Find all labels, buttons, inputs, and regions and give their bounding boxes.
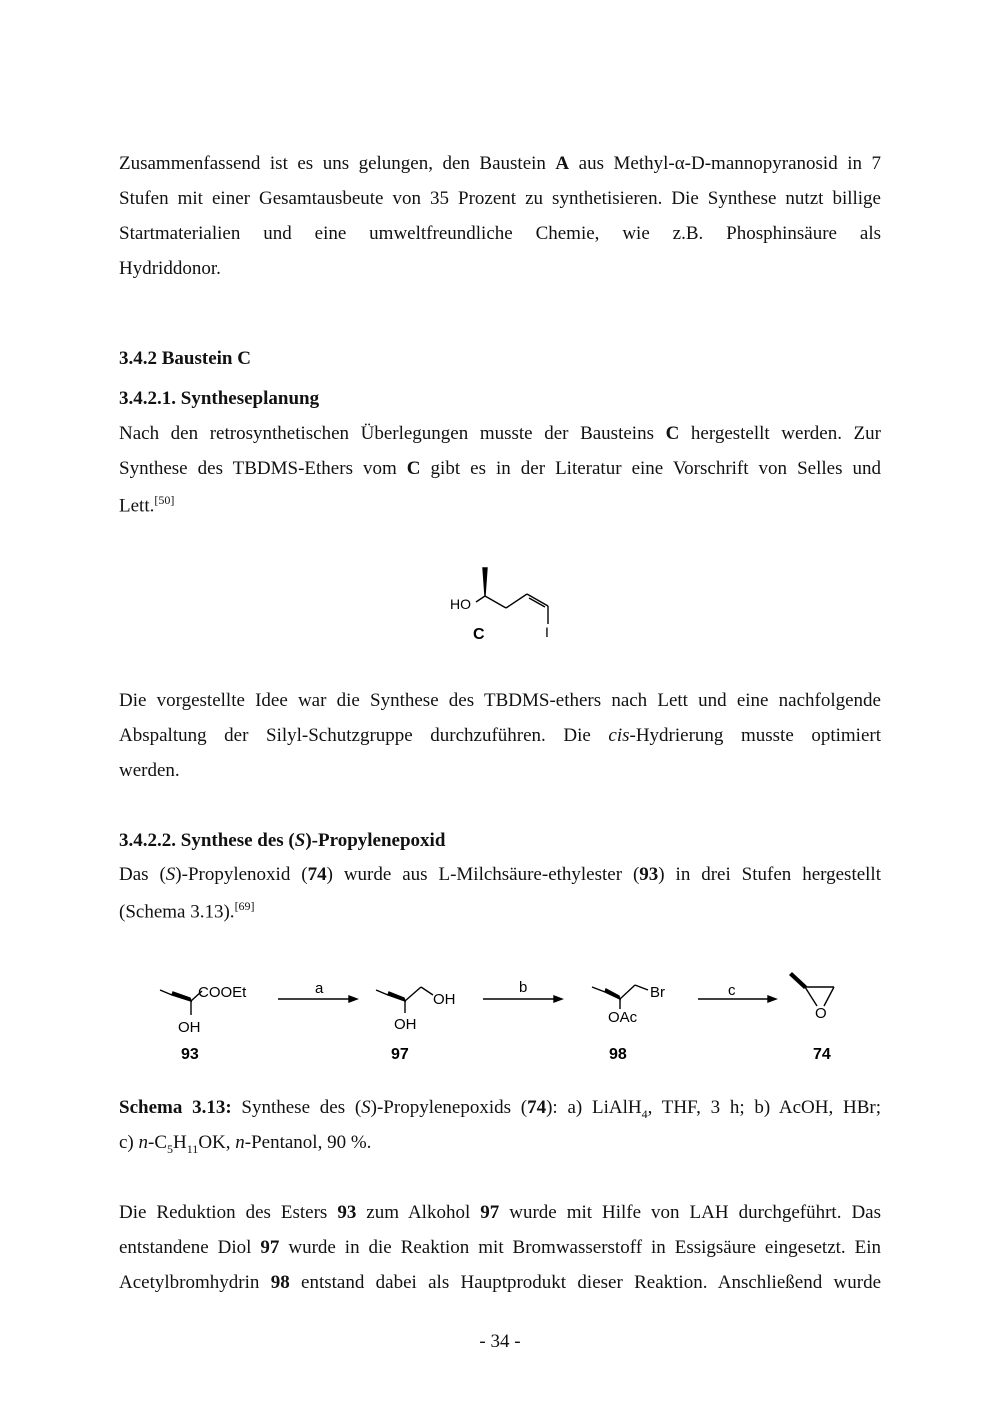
bold-ref: C	[665, 423, 680, 444]
para3-line2	[119, 725, 881, 747]
text: -Hydrierung musste optimiert	[629, 725, 881, 746]
text: Die Reduktion des Esters	[119, 1202, 338, 1223]
substituent-label: COOEt	[198, 984, 247, 1001]
substituent-label: OH	[394, 1016, 417, 1033]
wedge-bond	[790, 973, 806, 988]
page-number: - 34 -	[479, 1331, 521, 1352]
substituent-label: OAc	[608, 1009, 638, 1026]
wedge-bond	[388, 992, 405, 1001]
text: entstandene Diol	[119, 1237, 261, 1258]
text: hergestellt werden. Zur	[679, 423, 881, 444]
compound-label: 97	[391, 1046, 409, 1063]
bond	[506, 594, 527, 608]
bold-ref: 74	[307, 864, 327, 885]
text: Acetylbromhydrin	[119, 1272, 271, 1293]
text: Synthese des (	[231, 1097, 362, 1118]
arrow-head	[349, 996, 357, 1002]
bold-ref: 74	[527, 1097, 547, 1118]
substituent-label: O	[815, 1005, 827, 1022]
citation: [50]	[154, 493, 175, 507]
bond	[421, 987, 433, 995]
compound-label-c: C	[473, 626, 485, 643]
reagent-label-a: a	[315, 980, 324, 997]
text: c)	[119, 1132, 139, 1153]
text: Nach den retrosynthetischen Überlegungen musste der Bausteins	[119, 423, 666, 444]
text: H	[173, 1132, 187, 1153]
section-heading-3421: 3.4.2.1. Syntheseplanung	[119, 388, 320, 409]
arrow-head	[768, 996, 776, 1002]
reagent-label-b: b	[519, 979, 528, 996]
reagent-label-c: c	[728, 982, 736, 999]
text: (Schema 3.13).	[119, 901, 235, 923]
para1-line1	[119, 153, 881, 175]
text: 3.4.2.2. Synthese des (	[119, 830, 295, 851]
text: -Milchsäure-ethylester (	[450, 864, 640, 885]
para3-line3: werden.	[119, 760, 180, 781]
para2-line2	[119, 458, 881, 480]
bond	[376, 990, 388, 995]
bond	[485, 596, 506, 608]
para4-line1	[119, 864, 881, 886]
para5-line2	[119, 1237, 881, 1259]
text: )-Propylenepoxid	[305, 830, 446, 851]
para1-line2: Stufen mit einer Gesamtausbeute von 35 Prozent zu synthetisieren. Die Synthese nutzt billige	[119, 188, 881, 209]
compound-label: 93	[181, 1046, 199, 1063]
bold-ref: 97	[260, 1237, 280, 1258]
wedge-bond	[172, 992, 191, 1001]
para1-line4: Hydriddonor.	[119, 258, 221, 279]
text: entstand dabei als Hauptprodukt dieser Reaktion. Anschließend wurde	[289, 1272, 881, 1293]
scheme-caption-line2	[119, 1132, 881, 1157]
double-bond	[527, 594, 548, 606]
substituent-label: Br	[650, 984, 665, 1001]
compound-label: 74	[813, 1046, 831, 1063]
subscript: 5	[167, 1141, 174, 1156]
wedge-bond	[605, 989, 620, 999]
para2-line1	[119, 423, 881, 445]
bond	[405, 987, 421, 1001]
scheme-caption-line1	[119, 1097, 881, 1122]
text: wurde mit Hilfe von LAH durchgeführt. Das	[499, 1202, 881, 1223]
para5-line1	[119, 1202, 881, 1224]
text: -Pentanol, 90 %.	[244, 1132, 372, 1153]
text: )-Propylenoxid (	[175, 864, 308, 885]
bond	[592, 987, 605, 992]
text: Zusammenfassend ist es uns gelungen, den Baustein	[119, 153, 556, 174]
text: -mannopyranosid in 7	[704, 153, 881, 174]
text: Synthese des TBDMS-Ethers vom	[119, 458, 407, 479]
iodine-label: I	[545, 624, 549, 640]
structure-c	[440, 560, 570, 645]
text: L	[438, 864, 451, 885]
section-heading-3422	[119, 830, 445, 852]
bold-ref: A	[555, 153, 570, 174]
italic: n	[235, 1132, 245, 1153]
italic: S	[361, 1097, 371, 1118]
text: Das (	[119, 864, 166, 885]
substituent-label: OH	[178, 1019, 201, 1036]
para5-line3	[119, 1272, 881, 1294]
text: gibt es in der Literatur eine Vorschrift von Selles und	[420, 458, 881, 479]
text: ) in drei Stufen hergestellt	[658, 864, 881, 885]
italic: S	[294, 830, 306, 851]
caption-label: Schema 3.13:	[119, 1097, 232, 1118]
substituent-label: OH	[433, 991, 456, 1008]
bond	[620, 985, 635, 999]
text: wurde in die Reaktion mit Bromwasserstoff in Essigsäure eingesetzt. Ein	[279, 1237, 881, 1258]
bold-ref: 93	[337, 1202, 357, 1223]
para4-line2	[119, 899, 881, 923]
subscript: 4	[641, 1106, 648, 1121]
text: -C	[148, 1132, 168, 1153]
text: )-Propylenepoxids (	[370, 1097, 528, 1118]
bold-ref: 93	[639, 864, 659, 885]
para2-line3	[119, 493, 881, 517]
italic: cis	[608, 725, 630, 746]
text: aus Methyl-α-	[569, 153, 691, 174]
text: zum Alkohol	[356, 1202, 481, 1223]
italic: n	[138, 1132, 149, 1153]
text: Lett.	[119, 495, 155, 517]
bond	[160, 990, 172, 995]
bond	[635, 985, 648, 990]
text: ): a) LiAlH	[546, 1097, 642, 1118]
bond	[805, 987, 817, 1006]
wedge-bond	[483, 568, 487, 596]
bold-ref: 98	[270, 1272, 290, 1293]
text: Abspaltung der Silyl-Schutzgruppe durchzuführen. Die	[119, 725, 609, 746]
reaction-scheme	[150, 965, 850, 1070]
para1-line3: Startmaterialien und eine umweltfreundliche Chemie, wie z.B. Phosphinsäure als	[119, 223, 881, 244]
ho-label: HO	[450, 596, 471, 612]
citation: [69]	[234, 899, 255, 913]
compound-label: 98	[609, 1046, 627, 1063]
bold-ref: 97	[480, 1202, 500, 1223]
bond	[476, 596, 485, 602]
text: D	[690, 153, 705, 174]
text: , THF, 3 h; b) AcOH, HBr;	[647, 1097, 881, 1118]
bold-ref: C	[406, 458, 421, 479]
subscript: 11	[186, 1141, 199, 1156]
text: ) wurde aus	[326, 864, 439, 885]
text: OK,	[198, 1132, 236, 1153]
para3-line1: Die vorgestellte Idee war die Synthese des TBDMS-ethers nach Lett und eine nachfolgende	[119, 690, 881, 711]
arrow-head	[554, 996, 562, 1002]
bond	[824, 987, 834, 1006]
italic: S	[165, 864, 176, 885]
section-heading-342: 3.4.2 Baustein C	[119, 348, 251, 369]
